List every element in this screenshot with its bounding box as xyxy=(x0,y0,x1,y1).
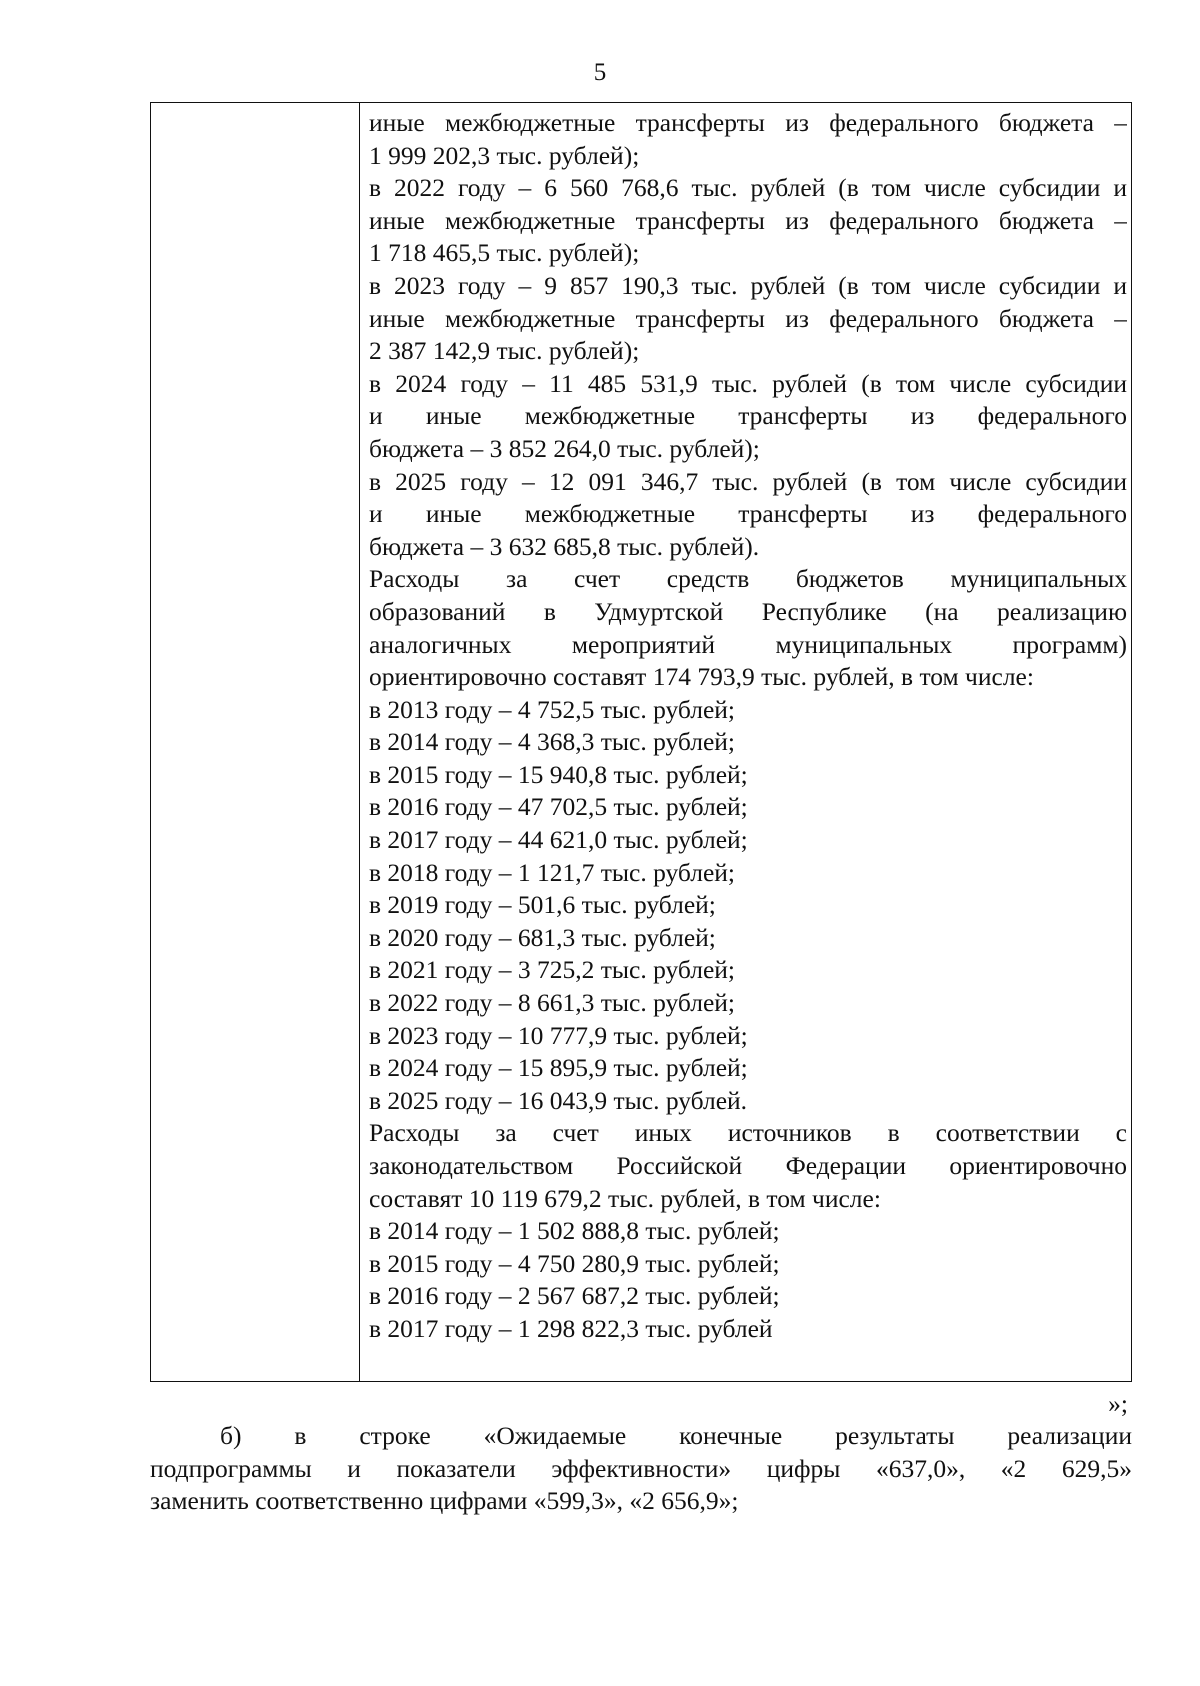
cell-line: и иные межбюджетные трансферты из федерального xyxy=(369,499,1127,529)
cell-line: составят 10 119 679,2 тыс. рублей, в том числе: xyxy=(369,1183,881,1213)
cell-line: в 2016 году – 47 702,5 тыс. рублей; xyxy=(369,792,748,822)
page-number: 5 xyxy=(593,59,607,86)
cell-line: в 2014 году – 4 368,3 тыс. рублей; xyxy=(369,727,736,757)
cell-line: в 2022 году – 6 560 768,6 тыс. рублей (в том числе субсидии и xyxy=(369,173,1127,203)
cell-line: в 2019 году – 501,6 тыс. рублей; xyxy=(369,890,716,920)
cell-line: в 2024 году – 11 485 531,9 тыс. рублей (в том числе субсидии xyxy=(369,368,1127,398)
cell-line: образований в Удмуртской Республике (на реализацию xyxy=(369,596,1127,626)
amendment-paragraph xyxy=(150,1420,1132,1518)
cell-line: бюджета – 3 852 264,0 тыс. рублей); xyxy=(369,433,760,463)
passport-table xyxy=(150,102,1132,1382)
paragraph-line: б) в строке «Ожидаемые конечные результаты реализации xyxy=(220,1421,1132,1450)
cell-line: в 2024 году – 15 895,9 тыс. рублей; xyxy=(369,1053,748,1083)
cell-line: ориентировочно составят 174 793,9 тыс. рублей, в том числе: xyxy=(369,662,1034,692)
cell-line: в 2017 году – 1 298 822,3 тыс. рублей xyxy=(369,1313,773,1343)
cell-line: в 2015 году – 15 940,8 тыс. рублей; xyxy=(369,759,748,789)
cell-line: в 2015 году – 4 750 280,9 тыс. рублей; xyxy=(369,1248,780,1278)
paragraph-line: заменить соответственно цифрами «599,3», «2 656,9»; xyxy=(150,1486,739,1516)
table-left-cell xyxy=(151,103,360,1381)
cell-line: и иные межбюджетные трансферты из федерального xyxy=(369,401,1127,431)
paragraph-line: подпрограммы и показатели эффективности» цифры «637,0», «2 629,5» xyxy=(150,1453,1132,1483)
cell-line: иные межбюджетные трансферты из федерального бюджета – xyxy=(369,108,1127,137)
cell-line: иные межбюджетные трансферты из федерального бюджета – xyxy=(369,303,1127,333)
cell-line: в 2023 году – 10 777,9 тыс. рублей; xyxy=(369,1020,748,1050)
cell-line: в 2020 году – 681,3 тыс. рублей; xyxy=(369,922,716,952)
cell-line: 1 999 202,3 тыс. рублей); xyxy=(369,140,640,170)
cell-line: 2 387 142,9 тыс. рублей); xyxy=(369,336,640,366)
cell-line: законодательством Российской Федерации ориентировочно xyxy=(369,1151,1127,1180)
cell-line: иные межбюджетные трансферты из федерального бюджета – xyxy=(369,205,1127,235)
cell-line: аналогичных мероприятий муниципальных программ) xyxy=(369,629,1127,659)
cell-line: в 2025 году – 16 043,9 тыс. рублей. xyxy=(369,1085,748,1115)
cell-line: в 2018 году – 1 121,7 тыс. рублей; xyxy=(369,857,736,887)
cell-line: в 2013 году – 4 752,5 тыс. рублей; xyxy=(369,694,736,724)
cell-line: 1 718 465,5 тыс. рублей); xyxy=(369,238,640,268)
cell-line: в 2014 году – 1 502 888,8 тыс. рублей; xyxy=(369,1216,780,1246)
cell-line: в 2023 году – 9 857 190,3 тыс. рублей (в том числе субсидии и xyxy=(369,270,1127,300)
cell-line: в 2025 году – 12 091 346,7 тыс. рублей (в том числе субсидии xyxy=(369,466,1127,496)
cell-line: в 2016 году – 2 567 687,2 тыс. рублей; xyxy=(369,1281,780,1311)
cell-line: в 2017 году – 44 621,0 тыс. рублей; xyxy=(369,825,748,855)
cell-line: Расходы за счет средств бюджетов муниципальных xyxy=(369,564,1127,594)
table-right-cell xyxy=(360,107,1131,1346)
cell-line: бюджета – 3 632 685,8 тыс. рублей). xyxy=(369,531,760,561)
cell-line: в 2022 году – 8 661,3 тыс. рублей; xyxy=(369,988,736,1018)
cell-line: в 2021 году – 3 725,2 тыс. рублей; xyxy=(369,955,736,985)
cell-line: Расходы за счет иных источников в соответствии с xyxy=(369,1118,1127,1148)
closing-quote: »; xyxy=(1108,1389,1128,1418)
